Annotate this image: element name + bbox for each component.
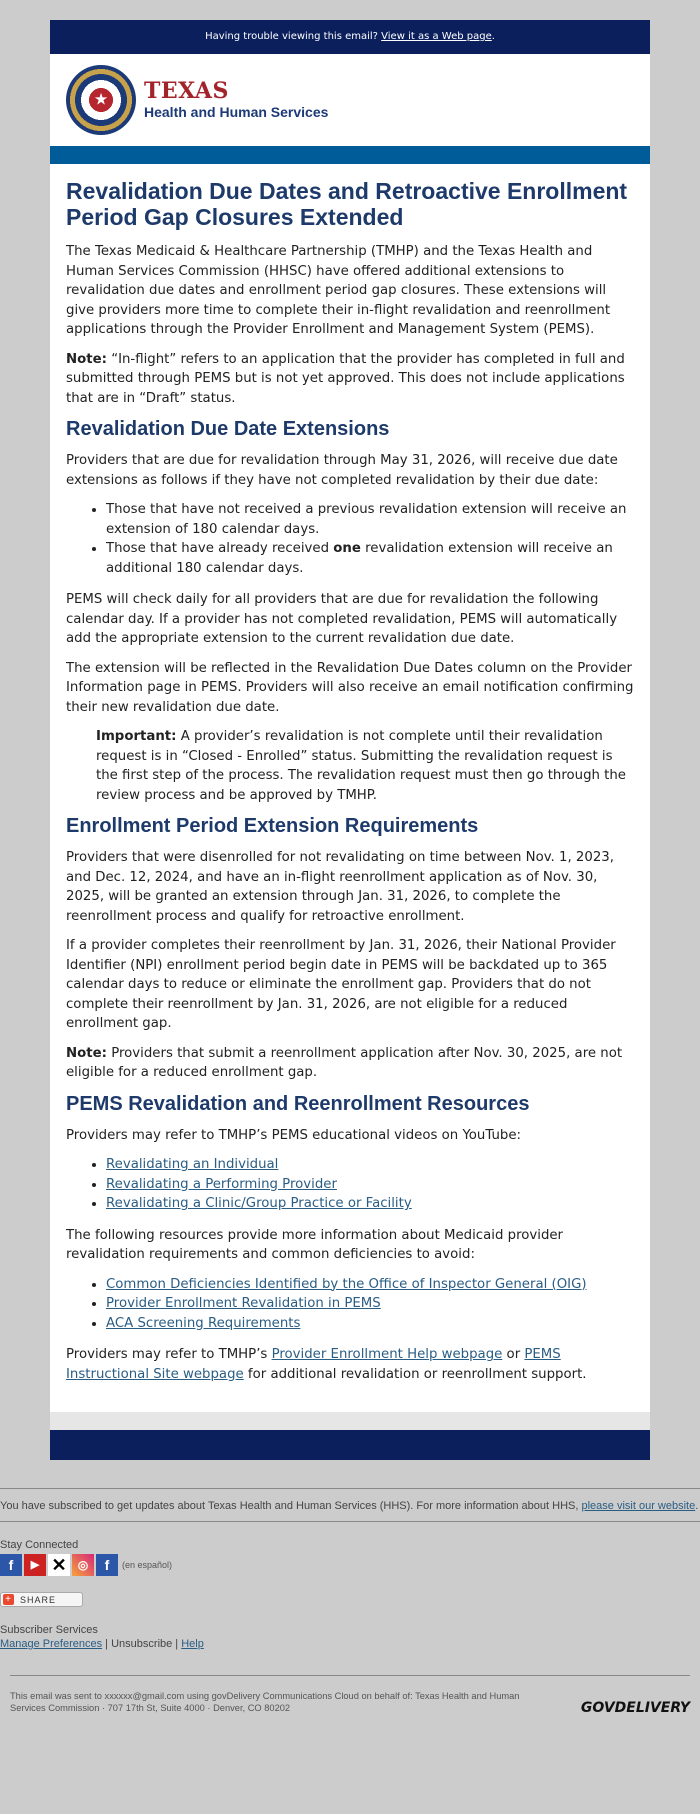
list-item: • Those that have not received a previous revalidation extension will receive an extension of 180 calendar days. xyxy=(106,500,634,539)
video-link-clinic-group[interactable]: Revalidating a Clinic/Group Practice or Facility xyxy=(106,1196,412,1211)
resource-link-revalidation[interactable]: Provider Enrollment Revalidation in PEMS xyxy=(106,1296,381,1311)
due-date-paragraph: Providers that are due for revalidation through May 31, 2026, will receive due date extensions as follows if they have not completed revalidation by their due date: xyxy=(66,453,618,488)
govdelivery-logo: GOVDELIVERY xyxy=(580,1700,690,1716)
subscription-text: You have subscribed to get updates about Texas Health and Human Services (HHS). For more information about HHS, xyxy=(0,1500,582,1512)
subscription-notice: You have subscribed to get updates about Texas Health and Human Services (HHS). For more information about HHS, please visit our website. xyxy=(0,1500,699,1512)
important-label: Important: xyxy=(96,729,177,744)
daily-check-paragraph: PEMS will check daily for all providers that are due for revalidation the following calendar day. If a provider has not completed revalidation, PEMS will automatically add the appropriate extension to the current revalidation due date. xyxy=(66,592,618,646)
list-item-emphasis: one xyxy=(333,541,361,556)
en-espanol-label: (en español) xyxy=(122,1560,173,1570)
video-link-individual[interactable]: Revalidating an Individual xyxy=(106,1157,279,1172)
fine-print-row xyxy=(0,1676,700,1714)
pems-instructional-site-link[interactable]: PEMS Instructional Site webpage xyxy=(66,1347,561,1382)
extension-list xyxy=(66,500,634,578)
resource-link-oig[interactable]: Common Deficiencies Identified by the Office of Inspector General (OIG) xyxy=(106,1276,587,1292)
logo-header xyxy=(50,54,650,146)
link-separator: | xyxy=(172,1638,182,1650)
list-item xyxy=(106,1294,634,1314)
logo-line-texas: TEXAS xyxy=(144,78,229,104)
navy-footer-bar xyxy=(50,1430,650,1460)
npi-paragraph: If a provider completes their reenrollment by Jan. 31, 2026, their National Provider Identifier (NPI) enrollment period begin date in PEMS will be backdated up to 365 calendar days to reduce or eliminate the enrollment gap. Providers that do not complete their reenrollment by Jan. 31, 2026, are not eligible for a reduced enrollment gap. xyxy=(66,938,616,1031)
video-link-performing-provider[interactable]: Revalidating a Performing Provider xyxy=(106,1176,337,1192)
list-item xyxy=(106,1314,634,1334)
note-label: Note: xyxy=(66,1045,107,1061)
texas-seal-icon: ★ xyxy=(66,65,136,135)
unsubscribe-link[interactable]: Unsubscribe xyxy=(111,1638,173,1650)
share-label: SHARE xyxy=(20,1594,57,1605)
resource-link-aca[interactable]: ACA Screening Requirements xyxy=(106,1315,301,1331)
help-text: Providers may refer to TMHP’s xyxy=(66,1347,272,1362)
fine-print: This email was sent to xxxxxx@gmail.com using govDelivery Communications Cloud on behalf of: Texas Health and Human Services Commission · 707 17th St, Suite 4000 · Denver, CO 80202 xyxy=(10,1691,520,1713)
note-text: Providers that submit a reenrollment application after Nov. 30, 2025, are not eligible for a reduced enrollment gap. xyxy=(66,1045,623,1080)
subscriber-links xyxy=(0,1637,700,1651)
resource-links-list xyxy=(66,1275,634,1334)
help-text: or xyxy=(502,1347,525,1362)
note-text: “In-flight” refers to an application that the provider has completed in full and submitted through PEMS but is not yet approved. This does not include applications that are in “Draft” status. xyxy=(66,351,625,406)
disenrolled-paragraph: Providers that were disenrolled for not revalidating on time between Nov. 1, 2023, and Dec. 12, 2024, and have an in-flight reenrollment application as of Nov. 30, 2025, will be granted an extension through Jan. 31, 2026, to complete the reenrollment process and qualify for retroactive enrollment. xyxy=(66,850,614,924)
subscriber-services-label: Subscriber Services xyxy=(0,1624,98,1636)
logo-line-hhs: Health and Human Services xyxy=(144,104,329,120)
view-web-page-link[interactable]: View it as a Web page xyxy=(381,31,492,42)
link-separator: | xyxy=(102,1638,112,1650)
article-body xyxy=(50,164,650,1412)
hhs-wordmark xyxy=(144,79,328,121)
important-text: A provider’s revalidation is not complete until their revalidation request is in “Closed - Enrolled” status. Submitting the revalidation request is the first step of the process. The revalidation request must then go through the review process and be approved by TMHP. xyxy=(96,729,626,803)
list-item-text: Those that have already received xyxy=(106,541,334,556)
facebook-icon[interactable]: f xyxy=(0,1554,22,1576)
manage-preferences-link[interactable]: Manage Preferences xyxy=(0,1638,103,1650)
note-label: Note: xyxy=(66,351,107,367)
gray-divider xyxy=(50,1412,650,1430)
list-item xyxy=(106,539,634,578)
note-in-flight xyxy=(66,350,634,409)
preheader-text: Having trouble viewing this email? xyxy=(205,31,382,42)
list-item-text: revalidation extension will receive an additional 180 calendar days. xyxy=(106,541,613,576)
facebook-espanol-icon[interactable]: f xyxy=(96,1554,118,1576)
reflected-paragraph: The extension will be reflected in the Revalidation Due Dates column on the Provider Information page in PEMS. Providers will also receive an email notification confirming their new revalidation due date. xyxy=(66,660,634,715)
note-reenrollment xyxy=(66,1044,634,1083)
preheader-bar xyxy=(50,20,650,54)
instagram-icon[interactable]: ◎ xyxy=(72,1554,94,1576)
blue-divider-bar xyxy=(50,146,650,164)
email-footer xyxy=(0,1488,700,1714)
heading-enrollment-extension: Enrollment Period Extension Requirements xyxy=(66,815,479,837)
help-text: for additional revalidation or reenrollment support. xyxy=(243,1366,587,1382)
list-item xyxy=(106,1175,634,1195)
x-icon[interactable]: ✕ xyxy=(48,1554,70,1576)
email-container xyxy=(50,0,650,1460)
heading-revalidation-extensions: Revalidation Due Date Extensions xyxy=(66,418,390,440)
resources-paragraph: The following resources provide more information about Medicaid provider revalidation requirements and common deficiencies to avoid: xyxy=(66,1227,564,1262)
share-row xyxy=(0,1592,700,1607)
help-link[interactable]: Help xyxy=(181,1638,204,1650)
stay-connected-block xyxy=(0,1522,700,1659)
video-links-list xyxy=(66,1155,634,1214)
article-title: Revalidation Due Dates and Retroactive Enrollment Period Gap Closures Extended xyxy=(66,178,628,230)
plus-icon: + xyxy=(3,1594,14,1605)
help-paragraph xyxy=(66,1345,634,1384)
intro-paragraph: The Texas Medicaid & Healthcare Partnership (TMHP) and the Texas Health and Human Services Commission (HHSC) have offered additional extensions to revalidation due dates and enrollment period gap closures. These extensions will give providers more time to complete their in-flight revalidation and reenrollment applications through the Provider Enrollment and Management System (PEMS). xyxy=(66,244,611,337)
list-item xyxy=(106,1194,634,1214)
provider-enrollment-help-link[interactable]: Provider Enrollment Help webpage xyxy=(271,1347,503,1362)
list-item xyxy=(106,1155,634,1175)
youtube-icon[interactable]: ▶ xyxy=(24,1554,46,1576)
heading-resources: PEMS Revalidation and Reenrollment Resources xyxy=(66,1092,530,1115)
share-button[interactable] xyxy=(0,1592,83,1607)
videos-paragraph: Providers may refer to TMHP’s PEMS educational videos on YouTube: xyxy=(66,1127,521,1143)
important-callout xyxy=(96,727,634,805)
social-links xyxy=(0,1554,700,1576)
preheader-tail: . xyxy=(491,31,495,42)
hhs-website-link[interactable]: please visit our website xyxy=(581,1500,696,1512)
list-item xyxy=(106,1275,634,1295)
stay-connected-label: Stay Connected xyxy=(0,1539,79,1551)
